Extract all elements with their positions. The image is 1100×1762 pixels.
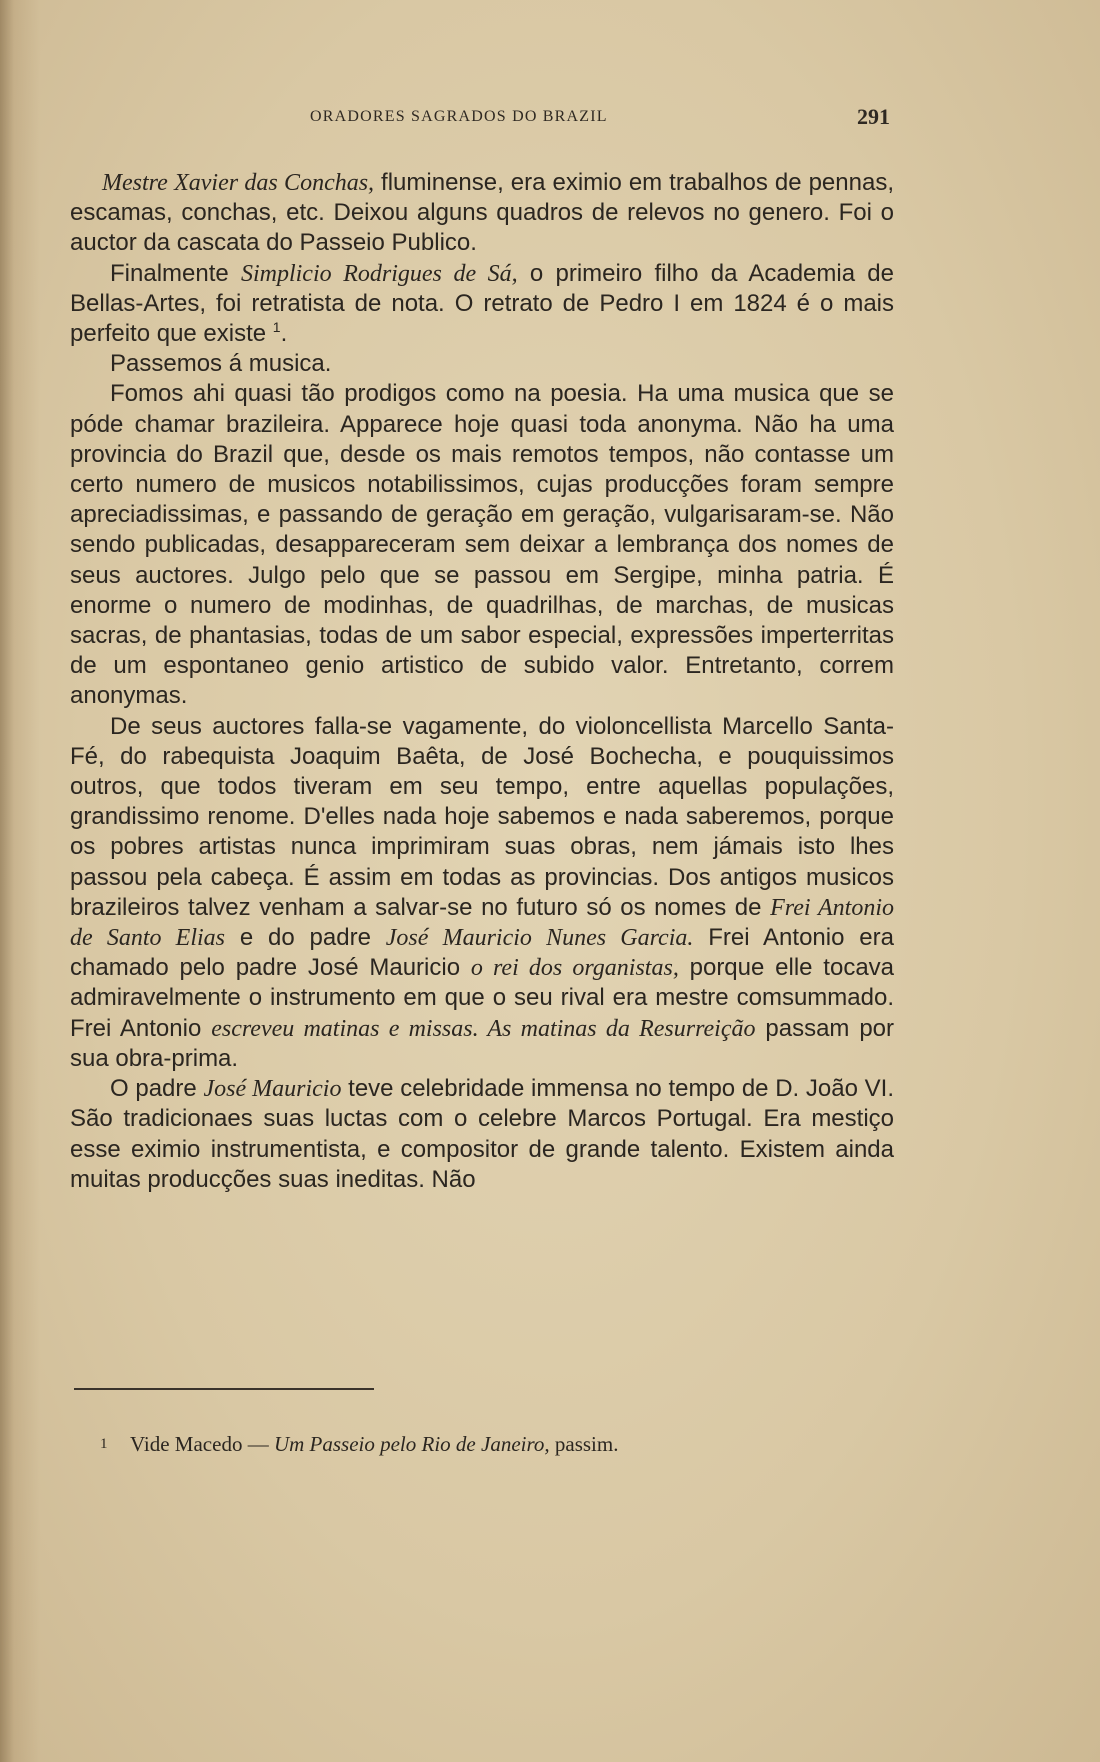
text-run: fluminense, era eximio em trabalhos de pennas, escamas, conchas, etc. Deixou alguns quadros de relevos no genero. Foi o auctor da cascata do Passeio Publico.	[70, 169, 894, 257]
italic-run: José Mauricio Nunes Garcia.	[385, 925, 694, 952]
footnote-text-after: passim.	[549, 1432, 619, 1456]
italic-run: Simplicio Rodrigues de Sá,	[240, 260, 518, 287]
text-run: Finalmente	[110, 259, 241, 287]
text-run: Frei Antonio era chamado pelo padre José Mauricio	[70, 924, 894, 982]
page-number: 291	[857, 104, 890, 129]
text-run: porque elle tocava admiravelmente o instrumento em que o seu rival era mestre comsummado. Frei Antonio	[70, 954, 895, 1042]
italic-run: José Mauricio	[203, 1076, 342, 1103]
italic-run: Mestre Xavier das Conchas,	[102, 170, 375, 196]
paragraph	[70, 349, 894, 379]
footnote-reference: 1	[272, 319, 281, 336]
footnote-marker: 1	[100, 1436, 108, 1452]
footnote	[100, 1432, 860, 1457]
italic-run: o rei dos organistas,	[470, 955, 679, 982]
text-run: O padre	[110, 1075, 204, 1103]
body-text	[70, 168, 894, 1195]
footnote-divider	[74, 1388, 374, 1390]
italic-run: escreveu matinas e missas. As matinas da Resurreição	[211, 1015, 756, 1042]
paragraph	[70, 259, 894, 350]
text-run: Passemos á musica.	[110, 350, 332, 378]
text-run: De seus auctores falla-se vagamente, do violoncellista Marcello Santa-Fé, do rabequista Joaquim Baêta, de José Bochecha, e pouquissimos outros, que todos tiveram em seu tempo, entre aquellas populações, grandissimo renome. D'elles nada hoje sabemos e nada saberemos, porque os pobres artistas nunca imprimiram suas obras, nem jámais isto lhes passou pela cabeça. É assim em todas as provincias. Dos antigos musicos brazileiros talvez venham a salvar-se no futuro só os nomes de	[70, 712, 894, 921]
footnote-title: Um Passeio pelo Rio de Janeiro,	[273, 1432, 550, 1456]
paragraph	[70, 379, 894, 711]
paragraph	[70, 168, 894, 259]
text-run: passam por sua obra-prima.	[70, 1014, 895, 1072]
italic-run: Frei Antonio de Santo Elias	[70, 894, 895, 952]
text-run: e do padre	[225, 924, 386, 952]
paragraph	[70, 712, 894, 1074]
running-title: ORADORES SAGRADOS DO BRAZIL	[310, 108, 608, 125]
page-header	[70, 104, 900, 134]
text-run: teve celebridade immensa no tempo de D. João VI. São tradicionaes suas luctas com o celebre Marcos Portugal. Era mestiço esse eximio instrumentista, e compositor de grande talento. Existem ainda muitas producções suas ineditas. Não	[70, 1075, 895, 1193]
footnote-text-before: Vide Macedo —	[130, 1432, 274, 1456]
text-run: .	[280, 320, 288, 348]
paragraph	[70, 1074, 894, 1195]
text-run: o primeiro filho da Academia de Bellas-Artes, foi retratista de nota. O retrato de Pedro I em 1824 é o mais perfeito que existe	[70, 259, 894, 348]
text-run: Fomos ahi quasi tão prodigos como na poesia. Ha uma musica que se póde chamar brazileira. Apparece hoje quasi toda anonyma. Não ha uma provincia do Brazil que, desde os mais remotos tempos, não contasse um certo numero de musicos notabilissimos, cujas producções foram sempre apreciadissimas, e passando de geração em geração, vulgarisaram-se. Não sendo publicadas, desappareceram sem deixar a lembrança dos nomes de seus auctores. Julgo pelo que se passou em Sergipe, minha patria. É enorme o numero de modinhas, de quadrilhas, de marchas, de musicas sacras, de phantasias, todas de um sabor especial, expressões imperterritas de um espontaneo genio artistico de subido valor. Entretanto, correm anonymas.	[70, 380, 894, 710]
